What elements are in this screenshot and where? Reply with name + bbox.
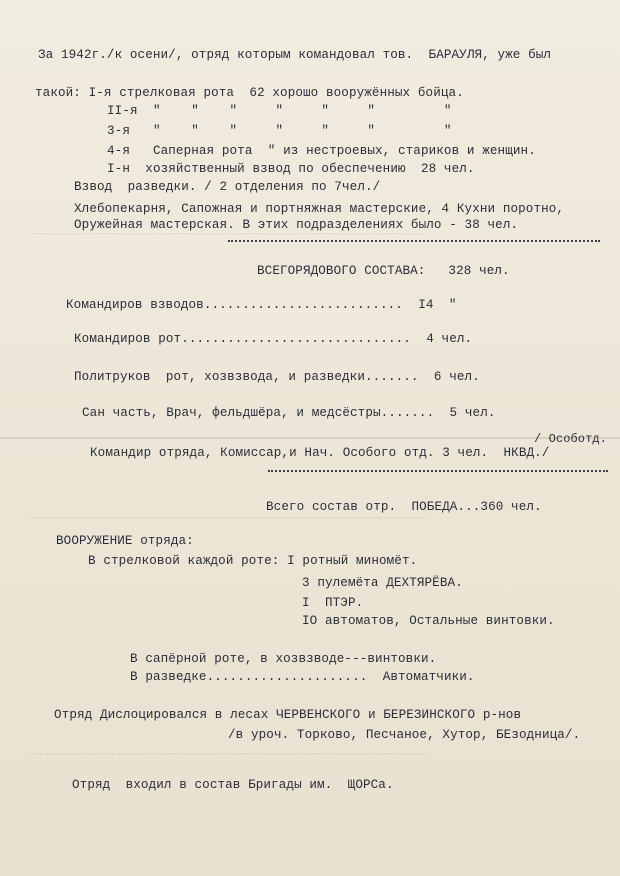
political-officers: Политруков рот, хозвзвода, и разведки....... 6 чел.: [74, 370, 480, 384]
bleed-through-text: ~~~~~~~~~~~~~~~~~~~~~~~~~~~~~~~~~~~~~~~~~~~~~~~~~~~~~~~: [30, 228, 427, 242]
rifle-company-3: 3-я " " " " " " ": [107, 124, 452, 138]
dotted-separator: [228, 240, 600, 242]
platoon-commanders: Командиров взводов.......................... I4 ": [66, 298, 457, 312]
intro-line: За 1942г./к осени/, отряд которым командовал тов. БАРАУЛЯ, уже был: [38, 48, 552, 62]
bleed-through-text: ~~~~~~~~~~~~~~~~~~~~~~~~~~~~~~~~~~~~~~~~~~~~~~~~~~~~~~~: [30, 512, 427, 526]
special-dept-note: / Особотд.: [534, 432, 608, 446]
rifle-company-1: такой: I-я стрелковая рота 62 хорошо вооружённых бойца.: [35, 86, 464, 100]
deployment-places: /в уроч. Торково, Песчаное, Хутор, БЕзодница/.: [228, 728, 581, 742]
company-commanders: Командиров рот.............................. 4 чел.: [74, 332, 473, 346]
paper-fold: [0, 437, 620, 439]
armament-heading: ВООРУЖЕНИЕ отряда:: [56, 534, 194, 548]
armament-recon: В разведке..................... Автоматчики.: [130, 670, 475, 684]
supply-platoon: I-н хозяйственный взвод по обеспечению 28 чел.: [107, 162, 475, 176]
medical-unit: Сан часть, Врач, фельдшёра, и медсёстры....... 5 чел.: [82, 406, 496, 420]
armament-automatics: IO автоматов, Остальные винтовки.: [302, 614, 555, 628]
total-ranks: ВСЕГОРЯДОВОГО СОСТАВА: 328 чел.: [257, 264, 510, 278]
brigade-line: Отряд входил в состав Бригады им. ЩОРСа.: [72, 778, 394, 792]
deployment-line: Отряд Дислоцировался в лесах ЧЕРВЕНСКОГО и БЕРЕЗИНСКОГО р-нов: [54, 708, 522, 722]
armory-line: Оружейная мастерская. В этих подразделениях было - 38 чел.: [74, 218, 519, 232]
rifle-company-2: II-я " " " " " " ": [107, 104, 452, 118]
armament-rifle-company: В стрелковой каждой роте: I ротный миномёт.: [88, 554, 418, 568]
recon-platoon: Взвод разведки. / 2 отделения по 7чел./: [74, 180, 381, 194]
armament-antitank: I ПТЭР.: [302, 596, 364, 610]
armament-machine-guns: 3 пулемёта ДЕХТЯРЁВА.: [302, 576, 463, 590]
workshops-line: Хлебопекарня, Сапожная и портняжная мастерские, 4 Кухни поротно,: [74, 202, 565, 216]
armament-sapper: В сапёрной роте, в хозвзводе---винтовки.: [130, 652, 437, 666]
sapper-company: 4-я Саперная рота " из нестроевых, стариков и женщин.: [107, 144, 536, 158]
bleed-through-text: ~~~~~~~~~~~~~~~~~~~~~~~~~~~~~~~~~~~~~~~~~~~~~~~~~~~~~~~: [30, 748, 427, 762]
dotted-separator: [268, 470, 608, 472]
total-strength: Всего состав отр. ПОБЕДА...360 чел.: [266, 500, 542, 514]
command-staff: Командир отряда, Комиссар,и Нач. Особого отд. 3 чел. НКВД./: [90, 446, 550, 460]
